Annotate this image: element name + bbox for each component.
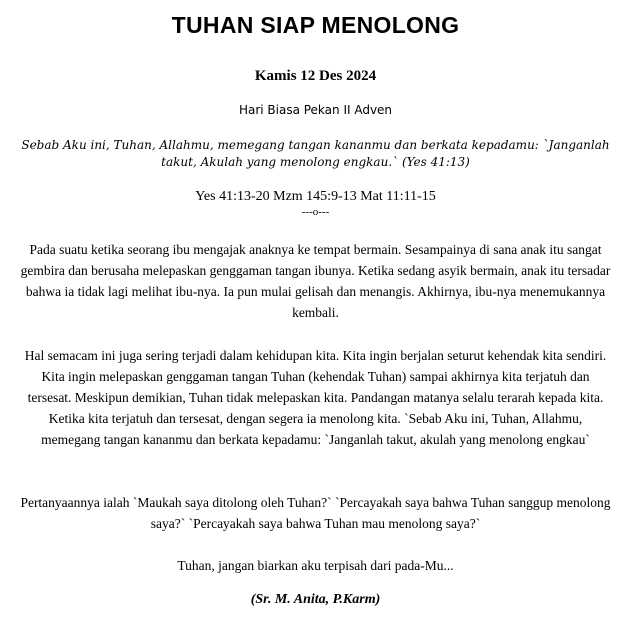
date-line: Kamis 12 Des 2024	[254, 68, 377, 84]
key-verse: Sebab Aku ini, Tuhan, Allahmu, memegang tangan kananmu dan berkata kepadamu: `Janganlah takut, Akulah yang menolong engkau.` (Yes 41:13)	[21, 138, 610, 169]
paragraph-2: Hal semacam ini juga sering terjadi dalam kehidupan kita. Kita ingin berjalan seturut kehendak kita sendiri. Kita ingin melepaskan genggaman tangan Tuhan (kehendak Tuhan) sampai akhirnya kita terjatuh dan tersesat. Meskipun demikian, Tuhan tidak melepaskan kita. Pandangan matanya selalu terarah kepada kita. Ketika kita terjatuh dan tersesat, dengan segera ia menolong kita. `Sebab Aku ini, Tuhan, Allahmu, memegang tangan kananmu dan berkata kepadamu: `Janganlah takut, akulah yang menolong engkau`	[24, 348, 607, 447]
author-signature: (Sr. M. Anita, P.Karm)	[250, 592, 381, 607]
page-title: TUHAN SIAP MENOLONG	[171, 12, 460, 38]
section-divider: ---o---	[301, 206, 330, 218]
paragraph-3: Pertanyaannya ialah `Maukah saya ditolong oleh Tuhan?` `Percayakah saya bahwa Tuhan sanggup menolong saya?` `Percayakah saya bahwa Tuhan mau menolong saya?`	[20, 495, 611, 531]
paragraph-1: Pada suatu ketika seorang ibu mengajak anaknya ke tempat bermain. Sesampainya di sana anak itu sangat gembira dan berusaha melepaskan genggaman tangan ibunya. Ketika sedang asyik bermain, anak itu tersadar bahwa ia tidak lagi melihat ibu-nya. Ia pun mulai gelisah dan menangis. Akhirnya, ibu-nya menemukannya kembali.	[20, 242, 611, 320]
closing-prayer: Tuhan, jangan biarkan aku terpisah dari pada-Mu...	[177, 558, 454, 573]
scripture-readings: Yes 41:13-20 Mzm 145:9-13 Mat 11:11-15	[195, 189, 436, 204]
liturgical-season: Hari Biasa Pekan II Adven	[238, 103, 393, 117]
